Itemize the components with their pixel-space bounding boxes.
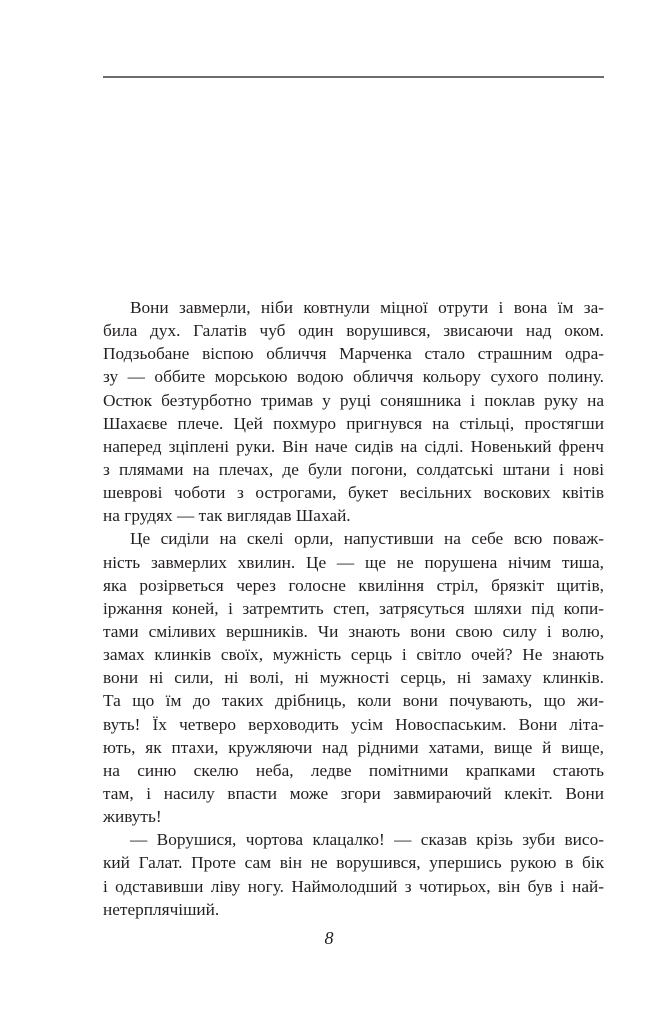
text-line: і одставивши ліву ногу. Наймолодший з чотирьох, він був і най- bbox=[103, 876, 604, 896]
text-line: на грудях — так виглядав Шахай. bbox=[103, 506, 351, 526]
text-line: там, і насилу впасти може згори завмираючий клекіт. Вони bbox=[103, 783, 604, 803]
text-line: живуть! bbox=[103, 807, 162, 827]
text-line: на синю скелю неба, ледве помітними крапками стають bbox=[103, 760, 604, 780]
text-line: іржання коней, і затремтить степ, затрясуться шляхи під копи- bbox=[103, 598, 604, 618]
text-line: з плямами на плечах, де були погони, солдатські штани і нові bbox=[103, 459, 604, 479]
text-line: Остюк безтурботно тримав у руці соняшника і поклав руку на bbox=[103, 390, 604, 410]
text-line: зу — оббите морською водою обличчя кольору сухого полину. bbox=[103, 367, 604, 387]
text-line: вони ні сили, ні волі, ні мужності серць, ні замаху клинків. bbox=[103, 668, 604, 688]
text-line: кий Галат. Проте сам він не ворушився, упершись рукою в бік bbox=[103, 853, 604, 873]
text-line: нетерплячіший. bbox=[103, 899, 220, 919]
text-line: — Ворушися, чортова клацалко! — сказав крізь зуби висо- bbox=[130, 830, 604, 850]
text-line: Та що їм до таких дрібниць, коли вони почувають, що жи- bbox=[103, 691, 604, 711]
text-line: шеврові чоботи з острогами, букет весільних воскових квітів bbox=[103, 483, 604, 503]
page-number: 8 bbox=[324, 928, 334, 948]
text-line: яка розірветься через голосне квиління стріл, брязкіт щитів, bbox=[103, 575, 604, 595]
text-line: Шахаєве плече. Цей похмуро пригнувся на стільці, простягши bbox=[103, 413, 604, 433]
text-line: ність завмерлих хвилин. Це — ще не порушена нічим тиша, bbox=[103, 552, 604, 572]
text-line: тами сміливих вершників. Чи знають вони свою силу і волю, bbox=[103, 621, 604, 641]
text-line: Це сиділи на скелі орли, напустивши на себе всю поваж- bbox=[130, 529, 604, 549]
header-rule bbox=[103, 76, 604, 78]
text-line: Вони завмерли, ніби ковтнули міцної отрути і вона їм за- bbox=[130, 298, 604, 317]
text-line: наперед зціплені руки. Він наче сидів на сідлі. Новенький френч bbox=[103, 436, 604, 456]
text-line: вуть! Їх четверо верховодить усім Новоспаським. Вони літа- bbox=[103, 714, 604, 734]
body-text bbox=[103, 296, 604, 921]
text-line: замах клинків своїх, мужність серць і світло очей? Не знають bbox=[103, 645, 604, 665]
text-line: ють, як птахи, кружляючи над рідними хатами, вище й вище, bbox=[103, 737, 604, 757]
text-line: Подзьобане віспою обличчя Марченка стало страшним одра- bbox=[103, 344, 604, 364]
text-line: била дух. Галатів чуб один ворушився, звисаючи над оком. bbox=[103, 321, 604, 341]
